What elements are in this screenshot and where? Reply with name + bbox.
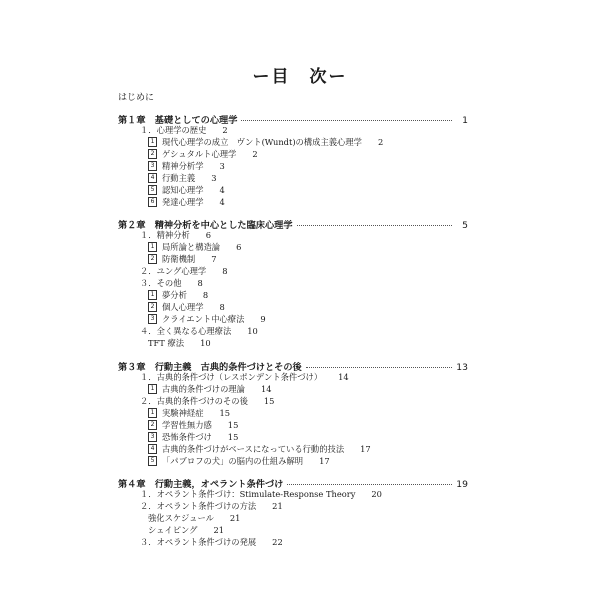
entry-page-number: 15 xyxy=(227,420,239,430)
entry-label: 局所論と構造論 xyxy=(162,242,221,252)
toc-entry xyxy=(148,313,266,325)
entry-page-number: 21 xyxy=(229,513,241,523)
number-box-icon: 2 xyxy=(148,420,157,430)
number-box-icon: 3 xyxy=(148,161,157,171)
toc-entry xyxy=(148,184,225,196)
entry-label: 古典的条件づけの理論 xyxy=(162,384,245,394)
entry-page-number: 17 xyxy=(319,456,330,466)
number-box-icon: 3 xyxy=(148,314,157,324)
entry-page-number: 21 xyxy=(272,501,283,511)
entry-page-number: 8 xyxy=(197,278,203,288)
entry-page-number: 2 xyxy=(377,137,384,147)
toc-entry xyxy=(140,500,283,512)
entry-label: １．オペラント条件づけ：Stimulate-Response Theory xyxy=(140,489,356,499)
toc-entry xyxy=(148,196,225,208)
entry-label: 「パブロフの犬」の脳内の仕組み解明 xyxy=(162,456,304,466)
number-box-icon: 1 xyxy=(148,384,157,394)
entry-label: 強化スケジュール xyxy=(148,513,214,523)
entry-label: 現代心理学の成立 ヴント(Wundt)の構成主義心理学 xyxy=(162,137,362,147)
toc-entry xyxy=(140,371,349,383)
chapter-1-page: 1 xyxy=(462,115,468,126)
entry-label: 防衛機制 xyxy=(162,254,196,264)
toc-entry xyxy=(148,160,225,172)
toc-entry xyxy=(140,277,203,289)
entry-page-number: 10 xyxy=(247,326,258,336)
page-title: ー目 次ー xyxy=(252,67,348,87)
entry-label: ２．オペラント条件づけの方法 xyxy=(140,501,257,511)
entry-page-number: 20 xyxy=(371,489,382,499)
entry-label: １．精神分析 xyxy=(140,230,190,240)
entry-label: 夢分析 xyxy=(162,290,187,300)
entry-page-number: 21 xyxy=(213,525,225,535)
dot-leader xyxy=(297,225,452,226)
entry-label: 恐怖条件づけ xyxy=(162,432,212,442)
entry-label: 認知心理学 xyxy=(162,185,204,195)
entry-page-number: 6 xyxy=(205,230,212,240)
toc-entry xyxy=(140,265,228,277)
toc-entry xyxy=(148,419,238,431)
entry-label: ４．全く異なる心理療法 xyxy=(140,326,232,336)
entry-label: TFT 療法 xyxy=(148,338,185,348)
entry-page-number: 8 xyxy=(219,302,225,312)
toc-entry xyxy=(148,301,225,313)
entry-page-number: 15 xyxy=(227,432,239,442)
entry-page-number: 4 xyxy=(219,197,225,207)
toc-entry xyxy=(148,524,224,536)
chapter-2-title: 第２章 精神分析を中心とした臨床心理学 xyxy=(118,220,293,231)
chapter-3-page: 13 xyxy=(456,362,468,373)
entry-page-number: 14 xyxy=(260,384,272,394)
toc-entry xyxy=(148,289,208,301)
number-box-icon: 1 xyxy=(148,408,157,418)
toc-entry xyxy=(148,383,272,395)
toc-entry xyxy=(148,337,211,349)
toc-entry xyxy=(148,136,383,148)
number-box-icon: 1 xyxy=(148,137,157,147)
entry-page-number: 3 xyxy=(219,161,225,171)
entry-label: 発達心理学 xyxy=(162,197,204,207)
entry-label: 実験神経症 xyxy=(162,408,204,418)
dot-leader xyxy=(287,484,452,485)
toc-entry xyxy=(140,124,228,136)
entry-label: シェイピング xyxy=(148,525,198,535)
entry-page-number: 8 xyxy=(222,266,228,276)
chapter-2-page: 5 xyxy=(462,220,468,231)
number-box-icon: 1 xyxy=(148,290,157,300)
toc-entry xyxy=(148,172,216,184)
toc-entry xyxy=(148,148,258,160)
toc-entry xyxy=(148,241,241,253)
toc-entry xyxy=(140,325,258,337)
number-box-icon: 4 xyxy=(148,173,157,183)
entry-page-number: 9 xyxy=(260,314,266,324)
toc-entry xyxy=(140,488,382,500)
number-box-icon: 5 xyxy=(148,456,157,466)
entry-page-number: 8 xyxy=(202,290,209,300)
entry-page-number: 10 xyxy=(200,338,211,348)
toc-entry xyxy=(148,455,330,467)
toc-entry xyxy=(140,229,211,241)
number-box-icon: 2 xyxy=(148,302,157,312)
entry-label: クライエント中心療法 xyxy=(162,314,245,324)
toc-entry xyxy=(140,395,274,407)
entry-page-number: 4 xyxy=(219,185,225,195)
dot-leader xyxy=(306,367,452,368)
entry-page-number: 6 xyxy=(236,242,242,252)
number-box-icon: 2 xyxy=(148,149,157,159)
entry-page-number: 2 xyxy=(222,125,228,135)
entry-page-number: 15 xyxy=(219,408,231,418)
entry-page-number: 22 xyxy=(272,537,283,547)
entry-page-number: 2 xyxy=(252,149,258,159)
entry-label: １．古典的条件づけ（レスポンデント条件づけ） xyxy=(140,372,323,382)
chapter-3-title: 第３章 行動主義 古典的条件づけとその後 xyxy=(118,362,302,373)
entry-label: 行動主義 xyxy=(162,173,196,183)
number-box-icon: 1 xyxy=(148,242,157,252)
dot-leader xyxy=(241,120,452,121)
number-box-icon: 2 xyxy=(148,254,157,264)
toc-entry xyxy=(148,407,230,419)
number-box-icon: 5 xyxy=(148,185,157,195)
toc-entry xyxy=(148,253,216,265)
entry-label: 学習性無力感 xyxy=(162,420,212,430)
entry-label: １．心理学の歴史 xyxy=(140,125,207,135)
entry-label: 精神分析学 xyxy=(162,161,204,171)
entry-page-number: 17 xyxy=(360,444,371,454)
chapter-1-title: 第１章 基礎としての心理学 xyxy=(118,115,238,126)
entry-label: ２．古典的条件づけのその後 xyxy=(140,396,248,406)
entry-label: ゲシュタルト心理学 xyxy=(162,149,237,159)
entry-label: ３．その他 xyxy=(140,278,182,288)
toc-entry xyxy=(148,512,240,524)
entry-label: ３．オペラント条件づけの発展 xyxy=(140,537,257,547)
toc-entry xyxy=(148,431,238,443)
number-box-icon: 3 xyxy=(148,432,157,442)
entry-label: 古典的条件づけがベースになっている行動的技法 xyxy=(162,444,345,454)
entry-page-number: 15 xyxy=(263,396,275,406)
entry-page-number: 14 xyxy=(338,372,349,382)
toc-entry xyxy=(148,443,371,455)
entry-label: ２．ユング心理学 xyxy=(140,266,207,276)
entry-label: 個人心理学 xyxy=(162,302,204,312)
number-box-icon: 4 xyxy=(148,444,157,454)
chapter-4-title: 第４章 行動主義，オペラント条件づけ xyxy=(118,479,284,490)
entry-page-number: 3 xyxy=(211,173,217,183)
number-box-icon: 6 xyxy=(148,197,157,207)
intro-heading: はじめに xyxy=(118,93,155,103)
entry-page-number: 7 xyxy=(211,254,217,264)
toc-entry xyxy=(140,536,283,548)
chapter-4-page: 19 xyxy=(456,479,468,490)
